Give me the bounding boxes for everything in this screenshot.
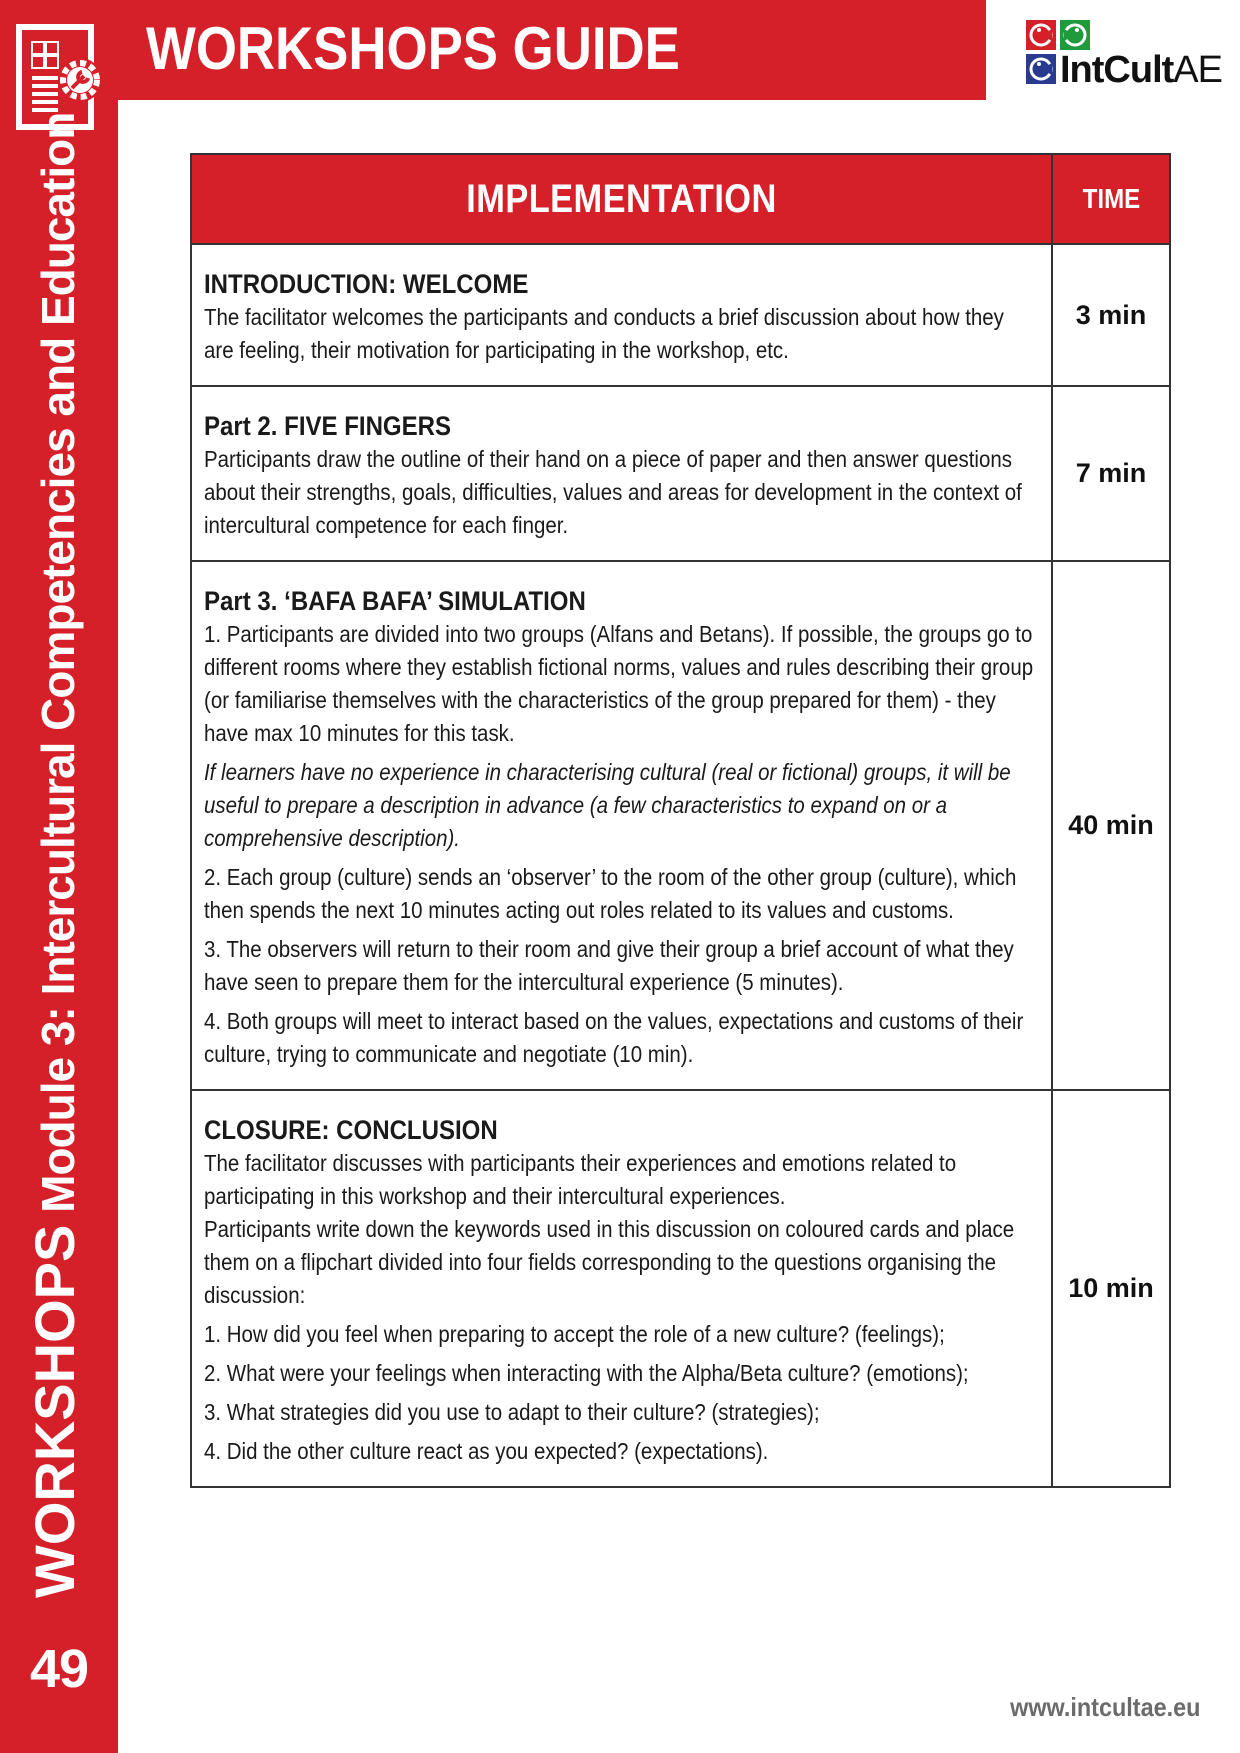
sidebar-title: [20, 113, 93, 1598]
table-header-row: [191, 154, 1170, 244]
activity-duration: 10 min: [1068, 1273, 1154, 1303]
sidebar-title-bold: WORKSHOPS: [23, 1224, 86, 1598]
footer-website-link[interactable]: www.intcultae.eu: [1009, 1692, 1200, 1722]
activity-paragraph: 1. Participants are divided into two groups (Alfans and Betans). If possible, the groups go to different rooms where they establish fictional norms, values and rules describing their group (or familiarise themselves with the characteristics of the group prepared for them) - they have max 10 minutes for this task.: [204, 621, 1034, 746]
activity-duration: 40 min: [1068, 810, 1154, 840]
logo-red-face-icon: [1026, 20, 1056, 50]
sidebar-band: [0, 0, 118, 1753]
activity-paragraph: The facilitator welcomes the participants and conducts a brief discussion about how they are feeling, their motivation for participating in the workshop, etc.: [204, 304, 1004, 363]
activity-time-cell: [1052, 386, 1170, 561]
activity-heading: Part 3. ‘BAFA BAFA’ SIMULATION: [204, 586, 586, 616]
implementation-table: [190, 153, 1171, 1488]
page-title: WORKSHOPS GUIDE: [146, 15, 680, 82]
activity-paragraph: The facilitator discusses with participants their experiences and emotions related to participating in this workshop and their intercultural experiences.: [204, 1150, 957, 1209]
activity-content: [204, 409, 1036, 542]
logo-green-face-icon: [1060, 20, 1090, 50]
activity-note: If learners have no experience in characterising cultural (real or fictional) groups, it will be useful to prepare a description in advance (a few characteristics to expand on or a comprehensive description).: [204, 759, 1011, 851]
activity-heading: Part 2. FIVE FINGERS: [204, 411, 452, 441]
activity-content: [204, 267, 1036, 367]
page-number: 49: [29, 1639, 89, 1699]
table-row: [191, 561, 1170, 1090]
activity-paragraph: Participants draw the outline of their hand on a piece of paper and then answer questions about their strengths, goals, difficulties, values and areas for development in the context of intercultural competence for each finger.: [204, 446, 1022, 538]
header-implementation-label: IMPLEMENTATION: [466, 176, 777, 221]
activity-time-cell: [1052, 244, 1170, 386]
activity-time-cell: [1052, 561, 1170, 1090]
activity-paragraph: 4. Both groups will meet to interact based on the values, expectations and customs of their culture, trying to communicate and negotiate (10 min).: [204, 1008, 1024, 1067]
activity-duration: 3 min: [1075, 299, 1147, 330]
logo-wordmark: [1060, 48, 1222, 92]
table-row: [191, 386, 1170, 561]
activity-paragraph: 2. Each group (culture) sends an ‘observer’ to the room of the other group (culture), which then spends the next 10 minutes acting out roles related to its values and customs.: [204, 864, 1017, 923]
activity-description-cell: [191, 561, 1052, 1090]
activity-paragraph: 3. What strategies did you use to adapt to their culture? (strategies);: [204, 1399, 820, 1425]
header-implementation: [191, 154, 1052, 244]
activity-paragraph: 4. Did the other culture react as you expected? (expectations).: [204, 1438, 769, 1464]
table-row: [191, 244, 1170, 386]
logo-text-light: AE: [1173, 49, 1222, 91]
activity-heading: CLOSURE: CONCLUSION: [204, 1115, 498, 1145]
activity-heading: INTRODUCTION: WELCOME: [204, 269, 529, 299]
logo-text-bold: IntCult: [1060, 49, 1174, 91]
activity-description-cell: [191, 386, 1052, 561]
activity-paragraph: 2. What were your feelings when interacting with the Alpha/Beta culture? (emotions);: [204, 1360, 969, 1386]
activity-content: [204, 584, 1036, 1071]
workshop-guide-icon: [16, 24, 104, 132]
activity-time-cell: [1052, 1090, 1170, 1487]
header-time-label: TIME: [1082, 183, 1140, 214]
sidebar-title-rest: Module 3: Intercultural Competencies and Education: [32, 112, 84, 1225]
activity-description-cell: [191, 244, 1052, 386]
intcultae-logo: [1024, 18, 1222, 91]
table-body: [191, 244, 1170, 1487]
activity-paragraph: Participants write down the keywords used in this discussion on coloured cards and place them on a flipchart divided into four fields corresponding to the questions organising the discussion:: [204, 1216, 1015, 1308]
activity-content: [204, 1113, 1036, 1468]
activity-description-cell: [191, 1090, 1052, 1487]
logo-blue-face-icon: [1026, 54, 1056, 84]
activity-duration: 7 min: [1075, 458, 1147, 488]
table-row: [191, 1090, 1170, 1487]
activity-paragraph: 1. How did you feel when preparing to accept the role of a new culture? (feelings);: [204, 1321, 945, 1347]
header-time: [1052, 154, 1170, 244]
activity-paragraph: 3. The observers will return to their room and give their group a brief account of what they have seen to prepare them for the intercultural experience (5 minutes).: [204, 936, 1014, 995]
